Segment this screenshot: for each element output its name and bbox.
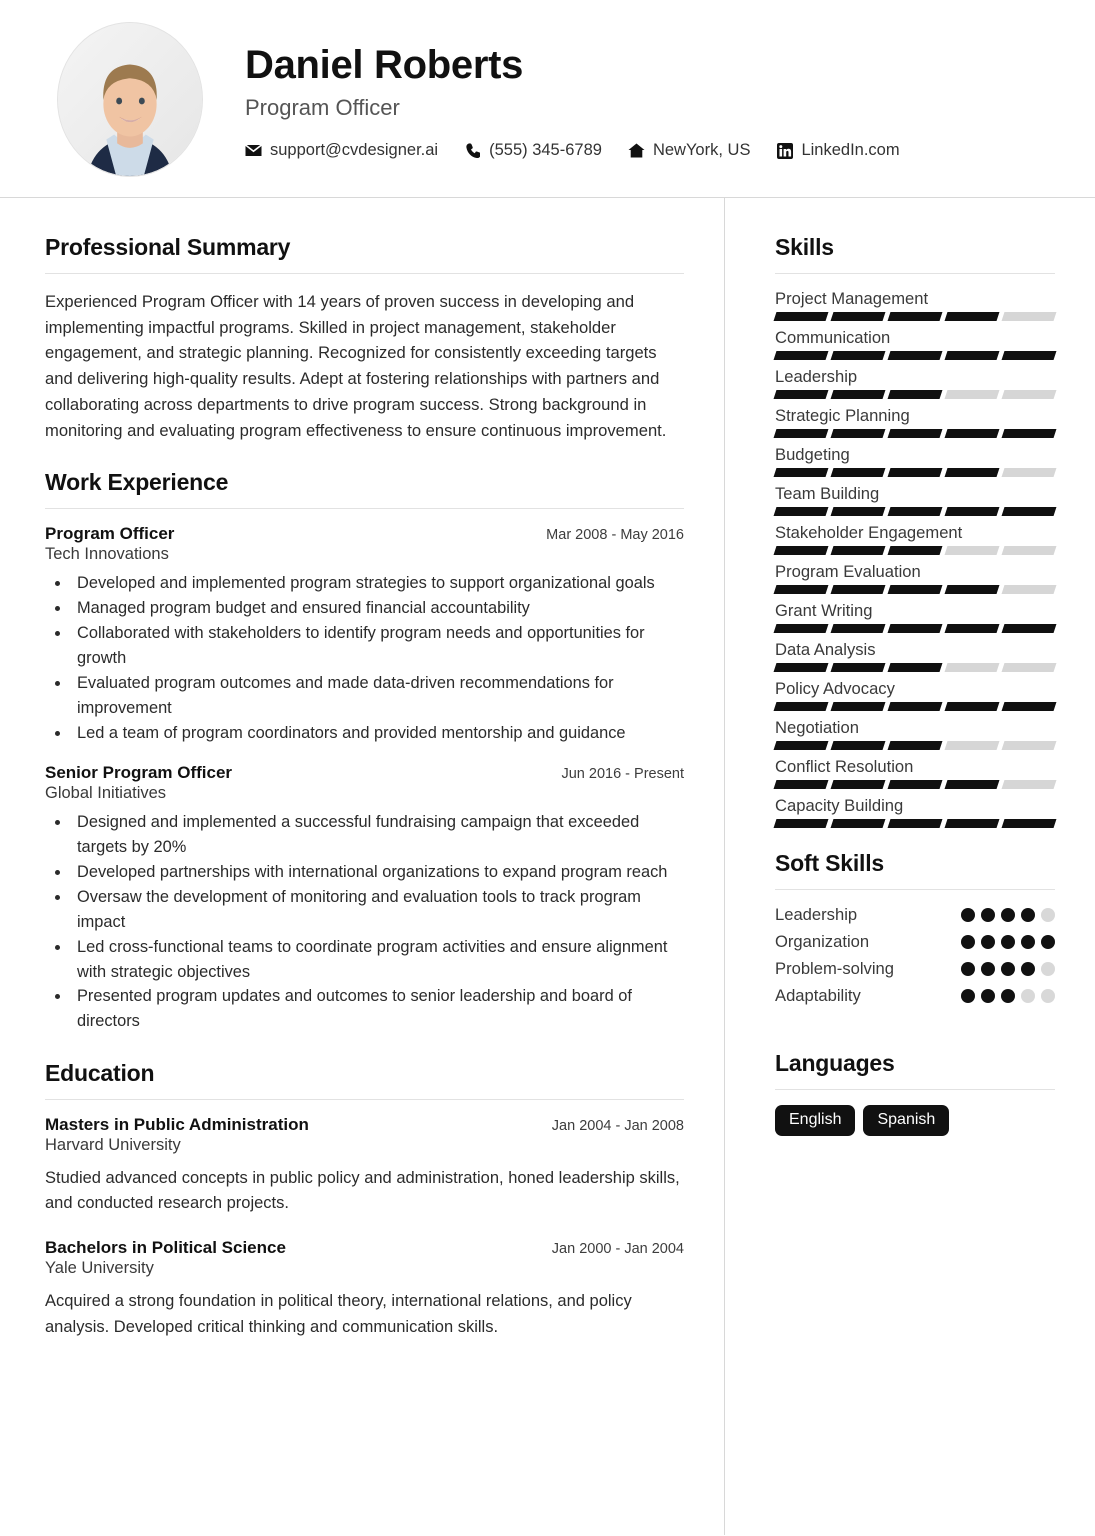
work-entry-list xyxy=(45,524,684,1034)
skill-segment xyxy=(1002,507,1057,516)
skill-segment xyxy=(888,585,943,594)
bullet-item: • Led cross-functional teams to coordinate program activities and ensure alignment with strategic objectives xyxy=(71,935,684,985)
skill-label: Team Building xyxy=(775,484,880,503)
education-entry-description: Acquired a strong foundation in political theory, international relations, and policy analysis. Developed critical thinking and communication skills. xyxy=(45,1292,632,1336)
skill-segment xyxy=(888,546,943,555)
work-entry-dates: Mar 2008 - May 2016 xyxy=(546,527,684,544)
soft-skill-rating-dots xyxy=(961,989,1055,1003)
education-entry-header xyxy=(45,1115,684,1135)
rating-dot xyxy=(1021,935,1035,949)
skill-segment xyxy=(888,507,943,516)
skill-segment xyxy=(1002,468,1057,477)
education-entry-school: Harvard University xyxy=(45,1136,181,1155)
soft-skill-rating-dots xyxy=(961,908,1055,922)
skill-rating-bar xyxy=(775,351,1055,360)
section-divider xyxy=(775,273,1055,274)
skill-segment xyxy=(888,390,943,399)
section-title-languages: Languages xyxy=(775,1050,895,1076)
skill-segment xyxy=(831,468,886,477)
section-professional-summary xyxy=(45,234,684,443)
section-divider xyxy=(775,1089,1055,1090)
work-entry-header xyxy=(45,524,684,544)
skill-rating-bar xyxy=(775,819,1055,828)
skill-segment xyxy=(945,351,1000,360)
soft-skill-row xyxy=(775,905,1055,925)
skill-segment xyxy=(1002,546,1057,555)
skill-rating-bar xyxy=(775,780,1055,789)
skill-segment xyxy=(831,702,886,711)
bullet-item: • Led a team of program coordinators and provided mentorship and guidance xyxy=(71,721,684,746)
rating-dot xyxy=(981,935,995,949)
skill-segment xyxy=(774,312,829,321)
page-title: Daniel Roberts xyxy=(245,43,524,87)
bullet-item: • Presented program updates and outcomes to senior leadership and board of directors xyxy=(71,984,684,1034)
contact-phone[interactable] xyxy=(464,141,602,160)
phone-icon xyxy=(464,143,481,159)
work-entry-company: Tech Innovations xyxy=(45,545,169,564)
education-entry-degree: Bachelors in Political Science xyxy=(45,1238,286,1258)
linkedin-icon xyxy=(776,143,793,159)
skill-segment xyxy=(945,663,1000,672)
work-entry-role: Senior Program Officer xyxy=(45,762,233,782)
rating-dot xyxy=(1041,935,1055,949)
soft-skill-rating-dots xyxy=(961,935,1055,949)
skill-row xyxy=(775,406,1055,438)
skill-label: Leadership xyxy=(775,367,858,386)
skill-row xyxy=(775,328,1055,360)
skill-row xyxy=(775,757,1055,789)
contact-email[interactable] xyxy=(245,141,438,160)
skill-row xyxy=(775,562,1055,594)
education-entry-dates: Jan 2000 - Jan 2004 xyxy=(551,1241,684,1258)
skill-row xyxy=(775,445,1055,477)
rating-dot xyxy=(1021,962,1035,976)
section-divider xyxy=(45,273,684,274)
sidebar-column xyxy=(725,198,1095,1535)
skill-label: Capacity Building xyxy=(775,796,904,815)
contact-list xyxy=(245,141,900,160)
skill-segment xyxy=(945,702,1000,711)
bullet-item: • Collaborated with stakeholders to identify program needs and opportunities for growth xyxy=(71,621,684,671)
skill-segment xyxy=(888,351,943,360)
section-divider xyxy=(775,889,1055,890)
section-education xyxy=(45,1060,684,1339)
work-entry-bullets xyxy=(71,571,684,746)
skill-rating-bar xyxy=(775,741,1055,750)
rating-dot xyxy=(981,908,995,922)
section-divider xyxy=(45,508,684,509)
skill-segment xyxy=(774,663,829,672)
skill-segment xyxy=(945,624,1000,633)
skill-label: Strategic Planning xyxy=(775,406,910,425)
section-title-soft-skills: Soft Skills xyxy=(775,850,884,876)
skill-segment xyxy=(1002,741,1057,750)
resume-header xyxy=(0,0,1095,198)
skill-segment xyxy=(945,819,1000,828)
section-title-summary: Professional Summary xyxy=(45,234,291,260)
skill-rating-bar xyxy=(775,429,1055,438)
section-title-skills: Skills xyxy=(775,234,834,260)
rating-dot xyxy=(981,962,995,976)
avatar xyxy=(57,22,203,177)
bullet-item: • Managed program budget and ensured financial accountability xyxy=(71,596,684,621)
work-entry-header xyxy=(45,763,684,783)
rating-dot xyxy=(961,935,975,949)
soft-skill-label: Adaptability xyxy=(775,986,861,1005)
education-entry-school: Yale University xyxy=(45,1259,154,1278)
language-tag: English xyxy=(775,1105,855,1136)
soft-skills-list xyxy=(775,905,1055,1006)
skill-label: Grant Writing xyxy=(775,601,873,620)
skill-segment xyxy=(888,780,943,789)
rating-dot xyxy=(1041,962,1055,976)
soft-skill-label: Organization xyxy=(775,932,870,951)
skill-label: Data Analysis xyxy=(775,640,876,659)
skill-segment xyxy=(831,507,886,516)
skill-segment xyxy=(1002,819,1057,828)
skill-rating-bar xyxy=(775,468,1055,477)
section-title-work: Work Experience xyxy=(45,469,229,496)
skill-segment xyxy=(888,429,943,438)
education-entry xyxy=(45,1238,684,1339)
soft-skill-row xyxy=(775,959,1055,979)
contact-linkedin[interactable] xyxy=(776,141,899,160)
work-entry-dates: Jun 2016 - Present xyxy=(561,765,684,782)
education-entry-list xyxy=(45,1115,684,1339)
skill-segment xyxy=(1002,585,1057,594)
skill-segment xyxy=(1002,312,1057,321)
contact-location-label: NewYork, US xyxy=(652,141,751,159)
section-skills xyxy=(775,234,1055,828)
home-icon xyxy=(628,143,645,159)
bullet-item: • Designed and implemented a successful fundraising campaign that exceeded targets by 20% xyxy=(71,810,684,860)
bullet-item: • Evaluated program outcomes and made data-driven recommendations for improvement xyxy=(71,671,684,721)
rating-dot xyxy=(1001,989,1015,1003)
skill-label: Communication xyxy=(775,328,891,347)
skill-segment xyxy=(1002,351,1057,360)
education-entry-degree: Masters in Public Administration xyxy=(45,1115,309,1135)
skill-segment xyxy=(831,780,886,789)
language-tag: Spanish xyxy=(863,1105,949,1136)
section-divider xyxy=(45,1099,684,1100)
skill-row xyxy=(775,601,1055,633)
skill-row xyxy=(775,289,1055,321)
skill-label: Policy Advocacy xyxy=(775,679,895,698)
education-entry-dates: Jan 2004 - Jan 2008 xyxy=(551,1118,684,1135)
soft-skill-label: Problem-solving xyxy=(775,959,894,978)
skill-segment xyxy=(831,663,886,672)
rating-dot xyxy=(1001,935,1015,949)
skill-rating-bar xyxy=(775,507,1055,516)
skill-segment xyxy=(1002,702,1057,711)
work-entry-company: Global Initiatives xyxy=(45,783,167,802)
skill-segment xyxy=(774,351,829,360)
skill-segment xyxy=(945,312,1000,321)
skill-rating-bar xyxy=(775,624,1055,633)
rating-dot xyxy=(981,989,995,1003)
contact-phone-label: (555) 345-6789 xyxy=(489,141,602,159)
rating-dot xyxy=(961,962,975,976)
skill-segment xyxy=(831,351,886,360)
skill-row xyxy=(775,367,1055,399)
skill-segment xyxy=(1002,624,1057,633)
soft-skill-rating-dots xyxy=(961,962,1055,976)
skill-rating-bar xyxy=(775,546,1055,555)
skill-label: Budgeting xyxy=(775,445,850,464)
work-entry xyxy=(45,763,684,1034)
skill-segment xyxy=(774,429,829,438)
main-column xyxy=(0,198,725,1535)
skill-segment xyxy=(1002,780,1057,789)
skill-segment xyxy=(774,624,829,633)
skill-segment xyxy=(831,624,886,633)
skill-segment xyxy=(1002,663,1057,672)
bullet-item: • Oversaw the development of monitoring and evaluation tools to track program impact xyxy=(71,885,684,935)
skill-rating-bar xyxy=(775,390,1055,399)
work-entry-role: Program Officer xyxy=(45,524,175,544)
section-title-education: Education xyxy=(45,1060,155,1087)
skill-segment xyxy=(774,585,829,594)
job-title: Program Officer xyxy=(245,95,400,120)
section-languages xyxy=(775,1050,1055,1136)
section-work-experience xyxy=(45,469,684,1034)
soft-skill-row xyxy=(775,932,1055,952)
skill-segment xyxy=(831,741,886,750)
rating-dot xyxy=(1001,962,1015,976)
skill-row xyxy=(775,718,1055,750)
skill-segment xyxy=(774,468,829,477)
skill-segment xyxy=(831,312,886,321)
skill-rating-bar xyxy=(775,663,1055,672)
skill-segment xyxy=(888,312,943,321)
rating-dot xyxy=(1041,989,1055,1003)
rating-dot xyxy=(961,908,975,922)
language-tag-list xyxy=(775,1105,1055,1136)
bullet-item: • Developed partnerships with international organizations to expand program reach xyxy=(71,860,684,885)
rating-dot xyxy=(1001,908,1015,922)
education-entry xyxy=(45,1115,684,1216)
skills-list xyxy=(775,289,1055,828)
skill-segment xyxy=(888,624,943,633)
skill-segment xyxy=(945,390,1000,399)
skill-rating-bar xyxy=(775,312,1055,321)
skill-label: Program Evaluation xyxy=(775,562,921,581)
skill-segment xyxy=(831,546,886,555)
rating-dot xyxy=(1041,908,1055,922)
skill-segment xyxy=(945,546,1000,555)
summary-text: Experienced Program Officer with 14 years of proven success in developing and implementing impactful programs. Skilled in project management, stakeholder engagement, and strategic planning. Recognized for consistently exceeding targets and delivering high-quality results. Adept at fostering relationships with partners and collaborating across departments to drive program success. Strong background in monitoring and evaluating program effectiveness to ensure continuous improvement. xyxy=(45,292,667,440)
skill-rating-bar xyxy=(775,585,1055,594)
work-entry xyxy=(45,524,684,746)
skill-segment xyxy=(945,429,1000,438)
skill-segment xyxy=(1002,390,1057,399)
skill-segment xyxy=(888,819,943,828)
skill-segment xyxy=(888,702,943,711)
skill-segment xyxy=(945,507,1000,516)
rating-dot xyxy=(1021,989,1035,1003)
skill-segment xyxy=(945,780,1000,789)
skill-row xyxy=(775,679,1055,711)
skill-segment xyxy=(831,819,886,828)
skill-segment xyxy=(888,741,943,750)
skill-row xyxy=(775,640,1055,672)
skill-row xyxy=(775,796,1055,828)
skill-segment xyxy=(774,819,829,828)
skill-segment xyxy=(945,468,1000,477)
soft-skill-label: Leadership xyxy=(775,905,858,924)
skill-segment xyxy=(888,663,943,672)
education-entry-description: Studied advanced concepts in public policy and administration, honed leadership skills, and conducted research projects. xyxy=(45,1169,680,1213)
skill-label: Negotiation xyxy=(775,718,859,737)
skill-segment xyxy=(774,780,829,789)
contact-location[interactable] xyxy=(628,141,751,160)
skill-row xyxy=(775,523,1055,555)
skill-segment xyxy=(774,741,829,750)
header-text-block xyxy=(245,39,900,160)
education-entry-header xyxy=(45,1238,684,1258)
skill-label: Stakeholder Engagement xyxy=(775,523,963,542)
profile-photo-icon xyxy=(58,23,202,176)
skill-label: Conflict Resolution xyxy=(775,757,914,776)
skill-segment xyxy=(1002,429,1057,438)
skill-segment xyxy=(945,585,1000,594)
rating-dot xyxy=(1021,908,1035,922)
skill-segment xyxy=(774,390,829,399)
section-soft-skills xyxy=(775,850,1055,1006)
skill-row xyxy=(775,484,1055,516)
bullet-item: • Developed and implemented program strategies to support organizational goals xyxy=(71,571,684,596)
skill-segment xyxy=(774,507,829,516)
resume-body xyxy=(0,198,1095,1535)
skill-segment xyxy=(831,390,886,399)
skill-segment xyxy=(831,429,886,438)
work-entry-bullets xyxy=(71,810,684,1034)
envelope-icon xyxy=(245,143,262,159)
rating-dot xyxy=(961,989,975,1003)
contact-email-label: support@cvdesigner.ai xyxy=(270,141,439,159)
skill-segment xyxy=(945,741,1000,750)
skill-rating-bar xyxy=(775,702,1055,711)
soft-skill-row xyxy=(775,986,1055,1006)
skill-label: Project Management xyxy=(775,289,929,308)
skill-segment xyxy=(774,546,829,555)
contact-linkedin-label: LinkedIn.com xyxy=(801,141,900,159)
skill-segment xyxy=(774,702,829,711)
skill-segment xyxy=(888,468,943,477)
skill-segment xyxy=(831,585,886,594)
